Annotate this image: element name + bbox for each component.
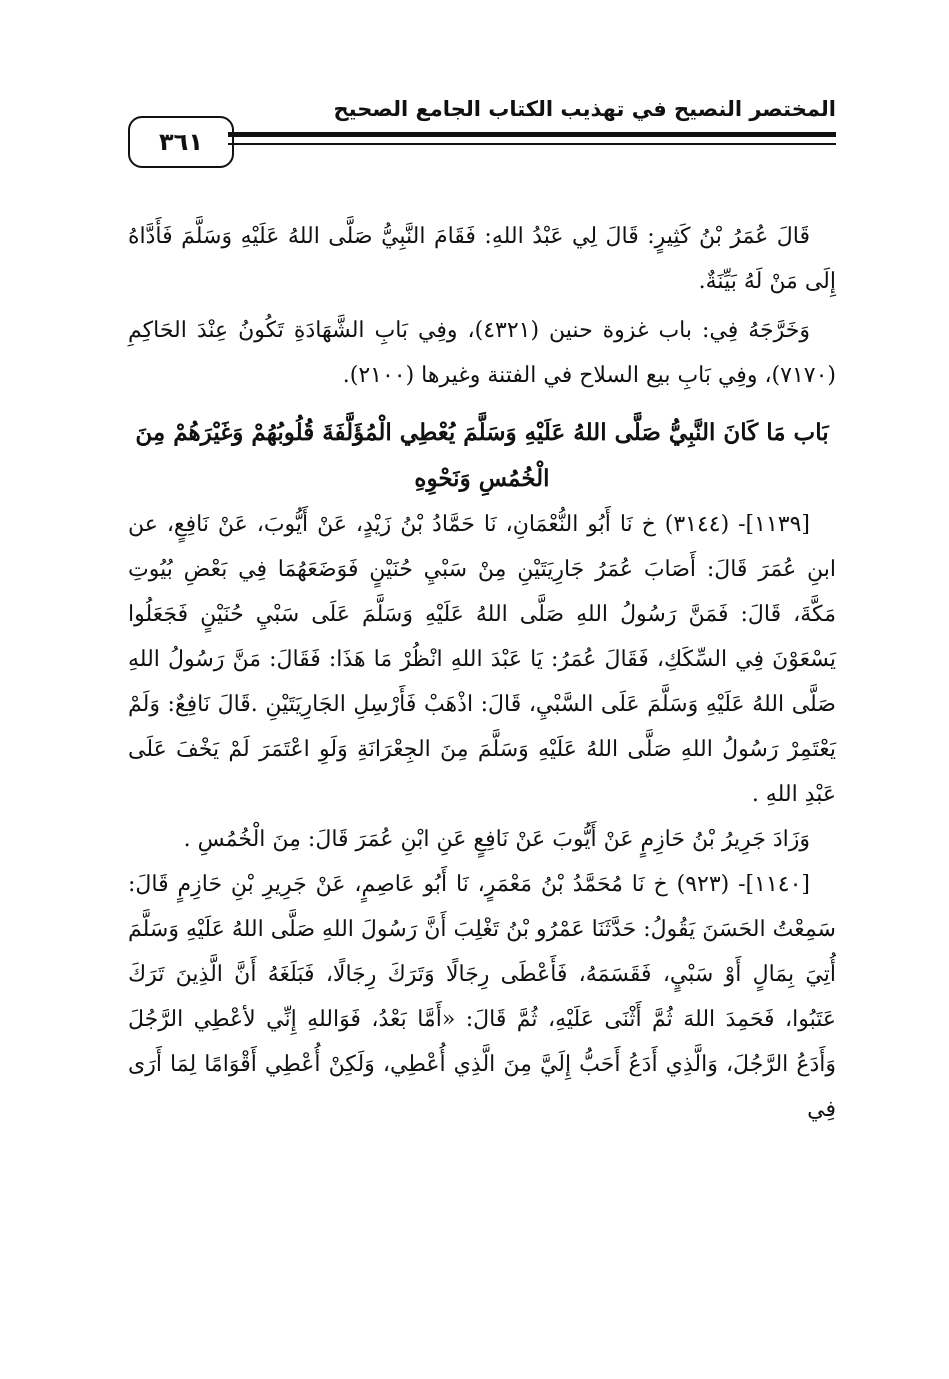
page-number-box (128, 116, 234, 168)
header-rule-thin (228, 143, 836, 145)
chapter-title: بَاب مَا كَانَ النَّبِيُّ صَلَّى اللهُ عَلَيْهِ وَسَلَّمَ يُعْطِي الْمُؤَلَّفَةَ قُلُوبُهُمْ وَغَيْرَهُمْ مِنَ الْخُمُسِ وَنَحْوِهِ (135, 419, 829, 492)
hadith-1139: [١١٣٩]- (٣١٤٤) خ نَا أَبُو النُّعْمَانِ، نَا حَمَّادُ بْنُ زَيْدٍ، عَنْ أَيُّوبَ، عَنْ نَافِعٍ، عن ابنِ عُمَرَ قَالَ: أَصَابَ عُمَرُ جَارِيَتَيْنِ مِنْ سَبْيِ حُنَيْنٍ فَوَضَعَهُمَا فِي بَعْضِ بُيُوتِ مَكَّةَ، قَالَ: فَمَنَّ رَسُولُ اللهِ صَلَّى اللهُ عَلَيْهِ وَسَلَّمَ عَلَى سَبْيِ حُنَيْنٍ فَجَعَلُوا يَسْعَوْنَ فِي السِّكَكِ، فَقَالَ عُمَرُ: يَا عَبْدَ اللهِ انْظُرْ مَا هَذَا: فَقَالَ: مَنَّ رَسُولُ اللهِ صَلَّى اللهُ عَلَيْهِ وَسَلَّمَ عَلَى السَّبْيِ، قَالَ: اذْهَبْ فَأَرْسِلِ الجَارِيَتَيْنِ .قَالَ نَافِعٌ: وَلَمْ يَعْتَمِرْ رَسُولُ اللهِ صَلَّى اللهُ عَلَيْهِ وَسَلَّمَ مِنَ الجِعْرَانَةِ وَلَوِ اعْتَمَرَ لَمْ يَخْفَ عَلَى عَبْدِ اللهِ . (128, 512, 836, 807)
page-header (128, 92, 836, 177)
page-body (128, 214, 836, 1132)
paragraph-1: قَالَ عُمَرُ بْنُ كَثِيرٍ: قَالَ لِي عَبْدُ اللهِ: فَقَامَ النَّبِيُّ صَلَّى اللهُ عَلَيْهِ وَسَلَّمَ فَأَدَّاهُ إِلَى مَنْ لَهُ بَيِّنَةٌ. (128, 224, 836, 294)
book-title: المختصر النصيح في تهذيب الكتاب الجامع الصحيح (333, 97, 836, 121)
paragraph-addition: وَزَادَ جَرِيرُ بْنُ حَازِمٍ عَنْ أَيُّوبَ عَنْ نَافِعٍ عَنِ ابْنِ عُمَرَ قَالَ: مِنَ الْخُمُسِ . (183, 827, 810, 852)
page-number: ٣٦١ (159, 128, 203, 156)
paragraph-2: وَخَرَّجَهُ فِي: باب غزوة حنين (٤٣٢١)، وفِي بَابِ الشَّهَادَةِ تَكُونُ عِنْدَ الحَاكِمِ (٧١٧٠)، وفِي بَابِ بيع السلاح في الفتنة وغيرها (٢١٠٠). (128, 318, 836, 388)
hadith-1140: [١١٤٠]- (٩٢٣) خ نَا مُحَمَّدُ بْنُ مَعْمَرٍ، نَا أَبُو عَاصِمٍ، عَنْ جَرِيرِ بْنِ حَازِمٍ قَالَ: سَمِعْتُ الحَسَنَ يَقُولُ: حَدَّثَنَا عَمْرُو بْنُ تَغْلِبَ أَنَّ رَسُولَ اللهِ صَلَّى اللهُ عَلَيْهِ وَسَلَّمَ أُتِيَ بِمَالٍ أَوْ سَبْيٍ، فَقَسَمَهُ، فَأَعْطَى رِجَالًا وَتَرَكَ رِجَالًا، فَبَلَغَهُ أَنَّ الَّذِينَ تَرَكَ عَتَبُوا، فَحَمِدَ اللهَ ثُمَّ أَثْنَى عَلَيْهِ، ثُمَّ قَالَ: «أَمَّا بَعْدُ، فَوَاللهِ إِنِّي لأعْطِي الرَّجُلَ وَأَدَعُ الرَّجُلَ، وَالَّذِي أَدَعُ أَحَبُّ إِلَيَّ مِنَ الَّذِي أُعْطِي، وَلَكِنْ أُعْطِي أَقْوَامًا لِمَا أَرَى فِي (128, 872, 836, 1122)
header-rule-thick (228, 132, 836, 137)
